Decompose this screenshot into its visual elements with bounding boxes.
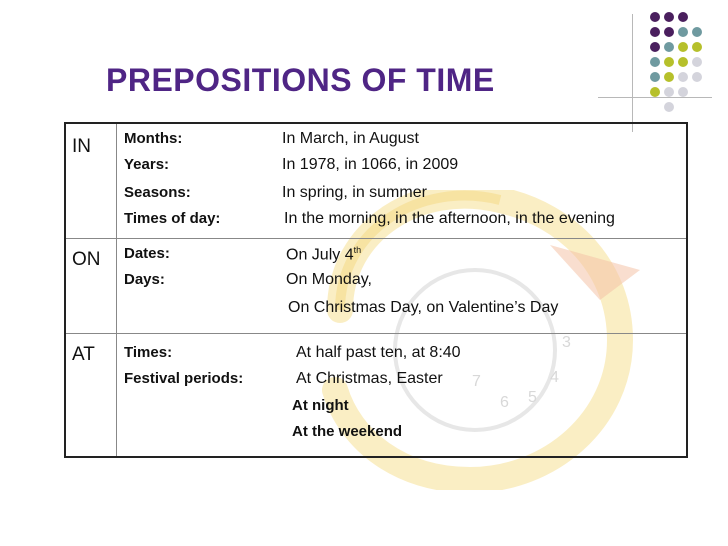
category-label: Times: xyxy=(124,344,173,361)
example-text: At the weekend xyxy=(292,423,403,440)
example-text: On Monday, xyxy=(286,271,372,288)
example-text: On Christmas Day, on Valentine’s Day xyxy=(288,299,559,316)
decorative-dot xyxy=(650,42,660,52)
usage-line xyxy=(66,271,686,295)
decorative-dot xyxy=(664,27,674,37)
decorative-dot xyxy=(650,57,660,67)
example-text: In spring, in summer xyxy=(282,184,427,201)
usage-line xyxy=(66,130,686,154)
usage-line xyxy=(66,299,686,323)
decorative-dot xyxy=(678,57,688,67)
table-row-on xyxy=(66,239,686,334)
decorative-dot xyxy=(678,42,688,52)
example-text xyxy=(286,245,361,264)
usage-line xyxy=(66,423,686,447)
example-text: At night xyxy=(292,397,349,414)
decorative-dot xyxy=(664,12,674,22)
example-text: At half past ten, at 8:40 xyxy=(296,344,461,361)
decorative-dot xyxy=(678,27,688,37)
usage-line xyxy=(66,397,686,421)
example-text: At Christmas, Easter xyxy=(296,370,443,387)
table-row-in xyxy=(66,124,686,239)
preposition-label: ON xyxy=(72,249,101,270)
decorative-dot xyxy=(650,27,660,37)
category-label: Times of day: xyxy=(124,210,221,227)
decorative-vertical-line xyxy=(632,14,633,132)
decorative-horizontal-line xyxy=(598,97,712,98)
decorative-dot xyxy=(692,42,702,52)
decorative-dot xyxy=(692,27,702,37)
decorative-dot xyxy=(692,57,702,67)
decorative-dot xyxy=(650,72,660,82)
svg-text:3: 3 xyxy=(562,334,571,351)
ordinal-suffix: th xyxy=(353,245,362,255)
svg-text:4: 4 xyxy=(550,369,559,386)
svg-text:7: 7 xyxy=(472,373,481,390)
table-row-at xyxy=(66,334,686,456)
decorative-dot xyxy=(664,102,674,112)
decorative-dot xyxy=(664,42,674,52)
column-divider xyxy=(116,124,117,456)
decorative-dot xyxy=(678,72,688,82)
preposition-label: AT xyxy=(72,344,95,365)
decorative-dot xyxy=(664,57,674,67)
usage-line xyxy=(66,370,686,394)
category-label: Seasons: xyxy=(124,184,191,201)
category-label: Years: xyxy=(124,156,170,173)
decorative-dot xyxy=(664,87,674,97)
usage-line xyxy=(66,184,686,208)
example-text: In the morning, in the afternoon, in the evening xyxy=(284,210,615,227)
category-label: Festival periods: xyxy=(124,370,244,387)
usage-line xyxy=(66,245,686,269)
usage-line xyxy=(66,156,686,180)
usage-line xyxy=(66,210,686,234)
decorative-dot xyxy=(650,87,660,97)
example-text: In March, in August xyxy=(282,130,419,147)
example-text-main: On July 4 xyxy=(286,246,354,264)
decorative-dot xyxy=(692,72,702,82)
decorative-dot xyxy=(664,72,674,82)
category-label: Months: xyxy=(124,130,183,147)
decorative-dot xyxy=(678,87,688,97)
category-label: Days: xyxy=(124,271,165,288)
usage-line xyxy=(66,344,686,368)
prepositions-table xyxy=(64,122,688,458)
svg-text:5: 5 xyxy=(528,389,537,406)
preposition-label: IN xyxy=(72,136,91,157)
decorative-dot xyxy=(678,12,688,22)
decorative-dot-grid xyxy=(646,8,726,128)
svg-text:6: 6 xyxy=(500,394,509,411)
decorative-dot xyxy=(650,12,660,22)
category-label: Dates: xyxy=(124,245,170,262)
page-title: PREPOSITIONS OF TIME xyxy=(106,62,495,98)
example-text: In 1978, in 1066, in 2009 xyxy=(282,156,459,173)
